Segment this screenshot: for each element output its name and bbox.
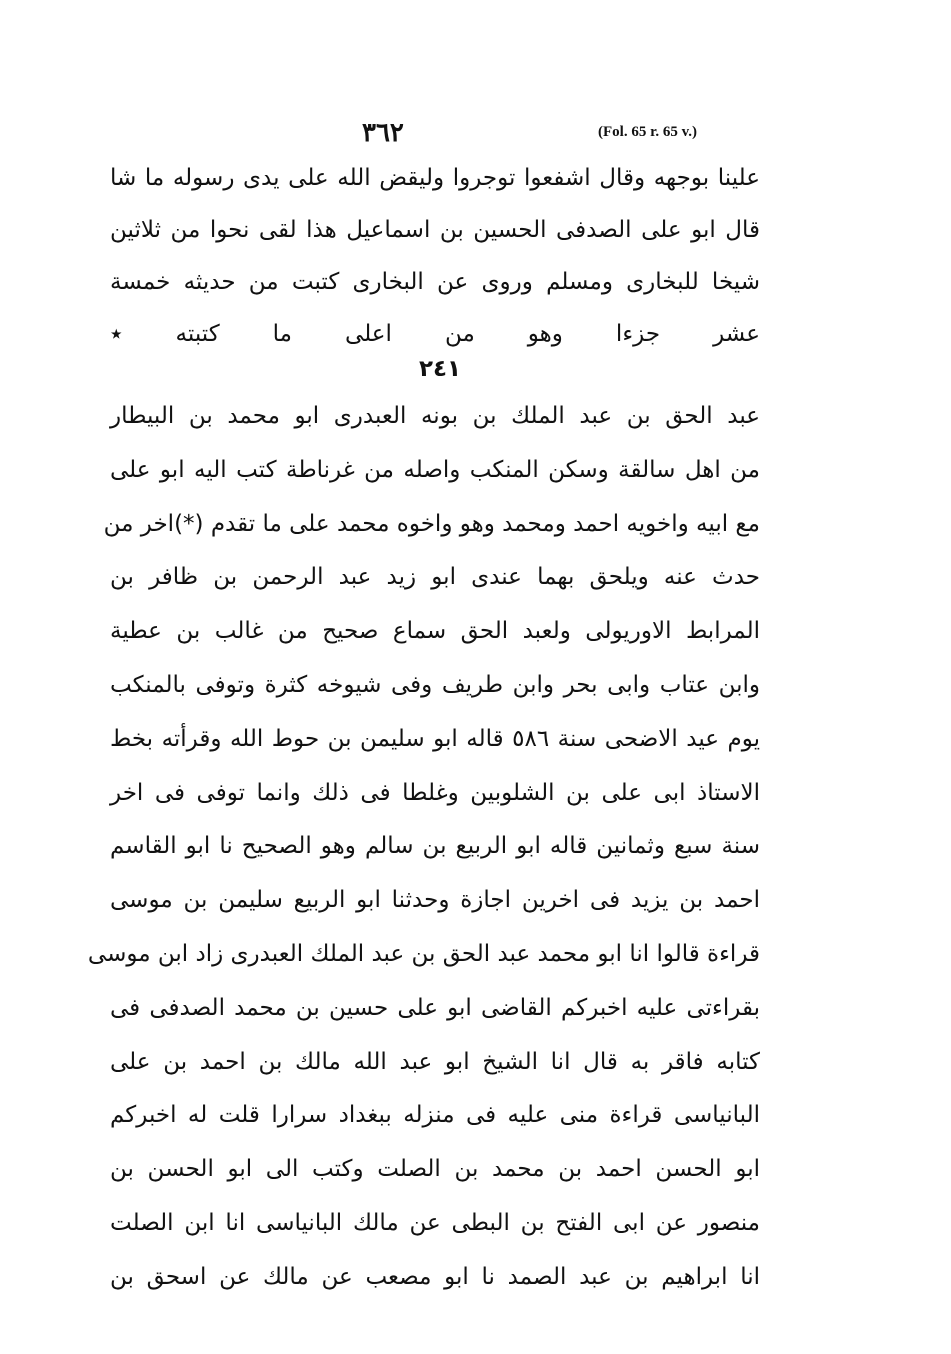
text-line: قال ابو على الصدفى الحسين بن اسماعيل هذا لقى نحوا من ثلاثين bbox=[110, 217, 760, 243]
text-line: عشر جزءا وهو من اعلى ما كتبته ٭ bbox=[110, 321, 760, 347]
text-line: سنة سبع وثمانين قاله ابو الربيع بن سالم وهو الصحيح نا ابو القاسم bbox=[110, 833, 760, 860]
text-line: انا ابراهيم بن عبد الصمد نا ابو مصعب عن مالك عن اسحق بن bbox=[110, 1263, 760, 1290]
entry-number: ٢٤١ bbox=[418, 356, 462, 382]
page-header bbox=[0, 118, 951, 152]
text-line: عبد الحق بن عبد الملك بن بونه العبدرى ابو محمد بن البيطار bbox=[110, 403, 760, 429]
text-line: شيخا للبخارى ومسلم وروى عن البخارى كتبت من حديثه خمسة bbox=[110, 269, 760, 295]
text-line: ابو الحسن احمد بن محمد بن الصلت وكتب الى ابو الحسن بن bbox=[110, 1156, 760, 1183]
text-line: مع ابيه واخويه احمد ومحمد وهو واخوه محمد على ما تقدم (*)اخر من bbox=[103, 510, 760, 537]
text-line: من اهل سالقة وسكن المنكب واصله من غرناطة كتب اليه ابو على bbox=[110, 456, 760, 483]
text-block-continued-entry bbox=[110, 152, 760, 360]
text-line: وابن عتاب وابى بحر وابن طريف وفى شيوخه كثرة وتوفى بالمنكب bbox=[110, 671, 760, 698]
text-line: يوم عيد الاضحى سنة ٥٨٦ قاله ابو سليمن بن حوط الله وقرأته بخط bbox=[110, 725, 760, 752]
text-line: كتابه فاقر به قال انا الشيخ ابو عبد الله مالك بن احمد بن على bbox=[110, 1048, 760, 1075]
text-line: منصور عن ابى الفتح بن البطى عن مالك البانياسى انا ابن الصلت bbox=[110, 1209, 760, 1236]
text-line: قراءة قالوا انا ابو محمد عبد الحق بن عبد الملك العبدرى زاد ابن موسى bbox=[87, 940, 760, 967]
text-line: المرابط الاوريولى ولعبد الحق سماع صحيح من غالب بن عطية bbox=[110, 618, 760, 645]
text-line: حدث عنه ويلحق بهما عندى ابو زيد عبد الرحمن بن ظافر بن bbox=[110, 564, 760, 591]
text-line: علينا بوجهه وقال اشفعوا توجروا وليقض الله على يدى رسوله ما شا bbox=[110, 165, 760, 191]
text-line: الاستاذ ابى على بن الشلوبين وغلطا فى ذلك وانما توفى فى اخر bbox=[110, 779, 760, 806]
folio-reference: (Fol. 65 r. 65 v.) bbox=[598, 124, 698, 140]
text-block-entry bbox=[87, 390, 760, 1305]
text-line: بقراءتى عليه اخبركم القاضى ابو على حسين بن محمد الصدفى فى bbox=[110, 994, 760, 1021]
text-line: البانياسى قراءة منى عليه فى منزله ببغداد سرارا قلت له اخبركم bbox=[110, 1102, 760, 1129]
text-line: احمد بن يزيد فى اخرين اجازة وحدثنا ابو الربيع سليمن بن موسى bbox=[110, 887, 760, 914]
page-number: ٣٦٢ bbox=[362, 118, 404, 148]
